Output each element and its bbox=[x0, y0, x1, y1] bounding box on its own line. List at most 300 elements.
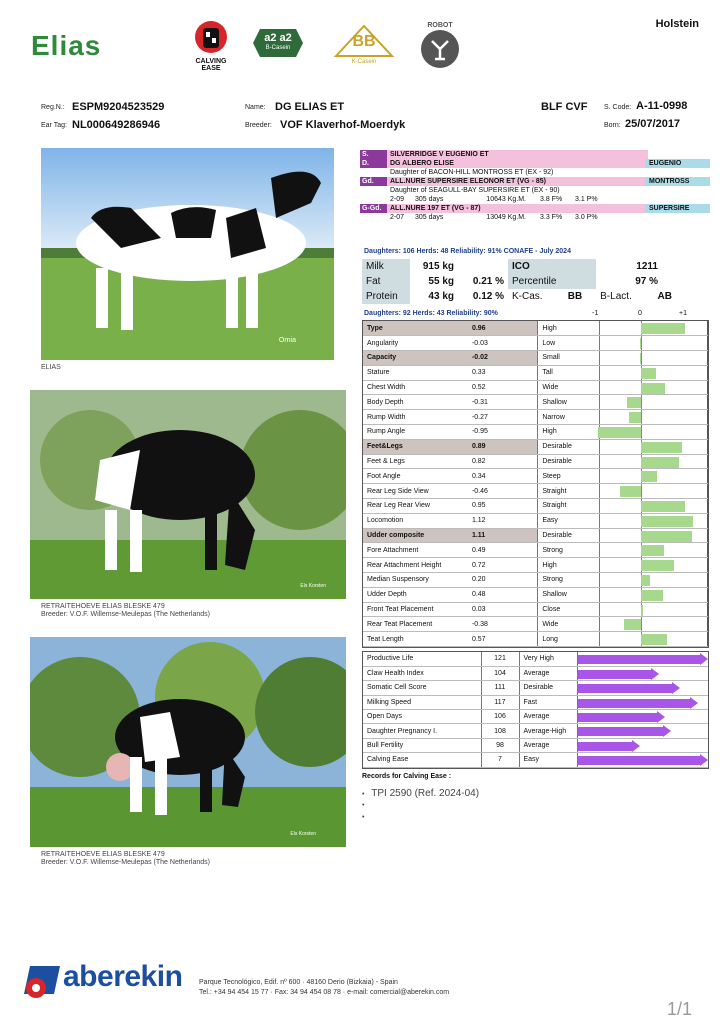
health-trait-row bbox=[363, 753, 708, 767]
trait-name: Rear Leg Side View bbox=[363, 484, 468, 499]
great-granddam-record bbox=[360, 213, 710, 222]
health-trait-row bbox=[363, 710, 708, 724]
percentile-label: Percentile bbox=[508, 274, 596, 289]
bull-name-title: Elias bbox=[31, 30, 102, 61]
trait-bar bbox=[641, 442, 682, 453]
fat-row bbox=[362, 274, 686, 289]
trait-desc: High bbox=[538, 321, 600, 336]
name-label: Name: bbox=[245, 104, 266, 111]
health-bar bbox=[578, 742, 633, 751]
trait-name: Fore Attachment bbox=[363, 543, 468, 558]
daughter-photo-1 bbox=[30, 390, 346, 599]
trait-desc: Desirable bbox=[538, 528, 600, 543]
trait-value: 1.12 bbox=[468, 513, 538, 528]
type-header: Daughters: 92 Herds: 43 Reliability: 90% bbox=[364, 310, 498, 317]
health-bar-cell bbox=[577, 681, 708, 695]
percentile-value: 97 % bbox=[635, 276, 658, 287]
trait-bar-cell bbox=[600, 587, 708, 602]
granddam-sub: Daughter of SEAGULL-BAY SUPERSIRE ET (EX - 90) bbox=[390, 187, 560, 194]
type-trait-row bbox=[363, 543, 708, 558]
trait-desc: Desirable bbox=[538, 454, 600, 469]
breeder-label: Breeder: bbox=[245, 122, 272, 129]
trait-bar-cell bbox=[600, 528, 708, 543]
records-item bbox=[362, 788, 479, 799]
health-value: 121 bbox=[481, 652, 519, 666]
trait-value: -0.95 bbox=[468, 425, 538, 440]
health-bar bbox=[578, 727, 663, 736]
trait-bar-cell bbox=[600, 425, 708, 440]
bb-text: BB bbox=[352, 33, 376, 50]
health-bar bbox=[578, 713, 657, 722]
health-name: Daughter Pregnancy I. bbox=[363, 724, 481, 738]
arrow-right-icon bbox=[651, 668, 659, 680]
type-trait-row bbox=[363, 395, 708, 410]
calving-cow-icon bbox=[194, 20, 228, 56]
calving-ease-text: CALVING EASE bbox=[195, 58, 227, 72]
prod-kg: 55 kg bbox=[428, 276, 454, 287]
type-trait-row bbox=[363, 528, 708, 543]
trait-value: 1.11 bbox=[468, 528, 538, 543]
great-granddam-name: ALL.NURE 197 ET (VG - 87) bbox=[390, 205, 481, 212]
trait-bar bbox=[641, 501, 685, 512]
health-trait-row bbox=[363, 652, 708, 666]
trait-desc: Tall bbox=[538, 365, 600, 380]
record-age: 2-07 bbox=[390, 214, 405, 221]
bb-kcasein-badge bbox=[330, 24, 398, 68]
health-bar-cell bbox=[577, 753, 708, 767]
type-trait-row bbox=[363, 365, 708, 380]
pedigree-granddam bbox=[360, 177, 710, 186]
zero-line bbox=[641, 617, 642, 631]
granddam-name: ALL.NURE SUPERSIRE ELEONOR ET (VG - 85) bbox=[390, 178, 546, 185]
photo-credit: Els Korsten bbox=[300, 583, 326, 589]
trait-name: Rear Teat Placement bbox=[363, 617, 468, 632]
trait-name: Chest Width bbox=[363, 380, 468, 395]
type-trait-row bbox=[363, 632, 708, 647]
trait-bar-cell bbox=[600, 454, 708, 469]
health-bar-cell bbox=[577, 738, 708, 752]
type-trait-row bbox=[363, 425, 708, 440]
trait-name: Body Depth bbox=[363, 395, 468, 410]
type-trait-row bbox=[363, 410, 708, 425]
prod-pct: 0.12 % bbox=[472, 291, 504, 302]
aberekin-brand: aberekin bbox=[63, 960, 183, 993]
arrow-right-icon bbox=[663, 725, 671, 737]
trait-bar-cell bbox=[600, 380, 708, 395]
health-bar-cell bbox=[577, 652, 708, 666]
trait-desc: Close bbox=[538, 602, 600, 617]
trait-desc: High bbox=[538, 425, 600, 440]
trait-bar-cell bbox=[600, 632, 708, 647]
daughter-photo-2 bbox=[30, 637, 346, 847]
production-table bbox=[362, 259, 686, 304]
trait-name: Capacity bbox=[363, 351, 468, 366]
trait-name: Foot Angle bbox=[363, 469, 468, 484]
pedigree-sire bbox=[360, 150, 648, 159]
zero-line bbox=[641, 410, 642, 424]
record-protein: 3.0 P% bbox=[575, 214, 598, 221]
arrow-right-icon bbox=[700, 754, 708, 766]
trait-desc: Low bbox=[538, 336, 600, 351]
bullet-icon: • bbox=[362, 791, 365, 798]
type-trait-row bbox=[363, 499, 708, 514]
trait-bar bbox=[641, 471, 657, 482]
trait-bar bbox=[641, 560, 674, 571]
page-number: 1/1 bbox=[666, 999, 692, 1019]
trait-name: Udder composite bbox=[363, 528, 468, 543]
health-desc: Average bbox=[519, 738, 577, 752]
health-bar bbox=[578, 670, 651, 679]
zero-line bbox=[641, 484, 642, 498]
trait-bar bbox=[629, 412, 641, 423]
trait-bar-cell bbox=[600, 351, 708, 366]
trait-bar bbox=[627, 397, 641, 408]
prod-kg: 915 kg bbox=[422, 261, 454, 272]
trait-value: 0.95 bbox=[468, 499, 538, 514]
sire-name: SILVERRIDGE V EUGENIO ET bbox=[390, 151, 489, 158]
prod-label: Milk bbox=[362, 259, 410, 274]
prod-label: Fat bbox=[362, 274, 410, 289]
trait-name: Rear Leg Rear View bbox=[363, 499, 468, 514]
type-trait-row bbox=[363, 617, 708, 632]
health-bar bbox=[578, 699, 691, 708]
health-name: Bull Fertility bbox=[363, 738, 481, 752]
ear-tag-label: Ear Tag: bbox=[41, 122, 67, 129]
trait-name: Type bbox=[363, 321, 468, 336]
health-trait-row bbox=[363, 666, 708, 680]
type-trait-row bbox=[363, 513, 708, 528]
trait-value: 0.89 bbox=[468, 439, 538, 454]
health-trait-row bbox=[363, 724, 708, 738]
trait-value: 0.57 bbox=[468, 632, 538, 647]
health-bar-cell bbox=[577, 695, 708, 709]
trait-bar bbox=[640, 353, 641, 364]
dam-sire: EUGENIO bbox=[645, 159, 710, 168]
trait-bar-cell bbox=[600, 395, 708, 410]
trait-bar bbox=[598, 427, 642, 438]
type-trait-row bbox=[363, 484, 708, 499]
trait-bar bbox=[641, 368, 656, 379]
trait-desc: Wide bbox=[538, 380, 600, 395]
type-trait-row bbox=[363, 602, 708, 617]
codes: BLF CVF bbox=[541, 101, 588, 113]
type-trait-row bbox=[363, 587, 708, 602]
sire-tag: S. bbox=[360, 150, 387, 159]
trait-bar-cell bbox=[600, 513, 708, 528]
scode: A-11-0998 bbox=[636, 100, 688, 112]
type-traits-panel bbox=[362, 320, 709, 648]
born-label: Born: bbox=[604, 122, 621, 129]
health-desc: Average bbox=[519, 666, 577, 680]
photo-caption: ELIAS bbox=[41, 364, 61, 371]
arrow-right-icon bbox=[672, 682, 680, 694]
dam-sub: Daughter of BACON-HILL MONTROSS ET (EX - 92) bbox=[390, 169, 554, 176]
a2a2-subtext: B-Casein bbox=[265, 45, 291, 51]
kcas-label: K-Cas. bbox=[512, 291, 543, 302]
record-days: 305 days bbox=[415, 196, 444, 203]
type-trait-row bbox=[363, 336, 708, 351]
scale-max: +1 bbox=[679, 310, 687, 317]
health-bar-cell bbox=[577, 710, 708, 724]
health-value: 106 bbox=[481, 710, 519, 724]
trait-name: Feet & Legs bbox=[363, 454, 468, 469]
health-traits-table bbox=[363, 652, 708, 768]
trait-bar-cell bbox=[600, 336, 708, 351]
trait-name: Feet&Legs bbox=[363, 439, 468, 454]
blact-label: B-Lact. bbox=[600, 291, 632, 302]
scode-label: S. Code: bbox=[604, 104, 632, 111]
trait-name: Front Teat Placement bbox=[363, 602, 468, 617]
health-value: 98 bbox=[481, 738, 519, 752]
dam-tag: D. bbox=[360, 159, 387, 168]
type-trait-row bbox=[363, 454, 708, 469]
bullet-icon: • bbox=[362, 802, 365, 809]
animal-name: DG ELIAS ET bbox=[275, 101, 345, 113]
zero-line bbox=[641, 425, 642, 439]
trait-bar bbox=[640, 338, 641, 349]
health-value: 111 bbox=[481, 681, 519, 695]
type-trait-row bbox=[363, 558, 708, 573]
trait-value: 0.48 bbox=[468, 587, 538, 602]
trait-bar-cell bbox=[600, 543, 708, 558]
pedigree-dam bbox=[360, 159, 710, 168]
zero-line bbox=[641, 336, 642, 350]
trait-name: Angularity bbox=[363, 336, 468, 351]
prod-pct bbox=[458, 259, 508, 274]
health-name: Claw Health Index bbox=[363, 666, 481, 680]
trait-name: Udder Depth bbox=[363, 587, 468, 602]
aberekin-logo-icon bbox=[22, 964, 62, 1004]
photo-breeder: Breeder: V.O.F. Willemse-Meulepas (The Netherlands) bbox=[41, 611, 210, 618]
trait-value: -0.31 bbox=[468, 395, 538, 410]
dam-name: DG ALBERO ELISE bbox=[390, 160, 454, 167]
trait-bar-cell bbox=[600, 573, 708, 588]
trait-bar-cell bbox=[600, 439, 708, 454]
type-trait-row bbox=[363, 573, 708, 588]
footer-contact: Tel.: +34 94 454 15 77 · Fax: 34 94 454 08 78 · e-mail: comercial@aberekin.com bbox=[199, 989, 450, 996]
prod-pct: 0.21 % bbox=[472, 276, 504, 287]
health-name: Open Days bbox=[363, 710, 481, 724]
trait-value: 0.72 bbox=[468, 558, 538, 573]
type-trait-row bbox=[363, 321, 708, 336]
calving-ease-badge bbox=[186, 20, 236, 72]
trait-bar bbox=[641, 605, 642, 616]
milk-row bbox=[362, 259, 686, 274]
health-trait-row bbox=[363, 695, 708, 709]
trait-desc: Steep bbox=[538, 469, 600, 484]
trait-bar bbox=[641, 457, 679, 468]
trait-bar-cell bbox=[600, 617, 708, 632]
health-trait-row bbox=[363, 738, 708, 752]
trait-value: 0.52 bbox=[468, 380, 538, 395]
trait-bar bbox=[620, 486, 641, 497]
health-desc: Average-High bbox=[519, 724, 577, 738]
type-traits-table bbox=[363, 321, 708, 647]
photo-caption: RETRAITEHOEVE ELIAS BLESKE 479 bbox=[41, 851, 165, 858]
record-days: 305 days bbox=[415, 214, 444, 221]
trait-desc: High bbox=[538, 558, 600, 573]
trait-bar bbox=[641, 516, 693, 527]
granddam-sire: MONTROSS bbox=[645, 177, 710, 186]
health-traits-panel bbox=[362, 651, 709, 769]
health-desc: Easy bbox=[519, 753, 577, 767]
trait-desc: Shallow bbox=[538, 395, 600, 410]
ico-value: 1211 bbox=[636, 261, 658, 272]
trait-name: Rump Width bbox=[363, 410, 468, 425]
trait-desc: Long bbox=[538, 632, 600, 647]
health-desc: Desirable bbox=[519, 681, 577, 695]
health-value: 117 bbox=[481, 695, 519, 709]
health-trait-row bbox=[363, 681, 708, 695]
health-bar bbox=[578, 756, 700, 765]
trait-name: Stature bbox=[363, 365, 468, 380]
health-value: 108 bbox=[481, 724, 519, 738]
trait-name: Rump Angle bbox=[363, 425, 468, 440]
trait-value: 0.03 bbox=[468, 602, 538, 617]
type-trait-row bbox=[363, 380, 708, 395]
trait-bar bbox=[641, 590, 663, 601]
trait-desc: Straight bbox=[538, 484, 600, 499]
granddam-tag: Gd. bbox=[360, 177, 387, 186]
records-title: Records for Calving Ease : bbox=[362, 773, 452, 780]
born-date: 25/07/2017 bbox=[625, 118, 681, 130]
great-granddam-sire: SUPERSIRE bbox=[645, 204, 710, 213]
records-item-text: TPI 2590 (Ref. 2024-04) bbox=[371, 788, 480, 799]
trait-bar-cell bbox=[600, 602, 708, 617]
trait-value: 0.34 bbox=[468, 469, 538, 484]
trait-bar-cell bbox=[600, 365, 708, 380]
a2a2-badge bbox=[252, 28, 304, 58]
trait-bar bbox=[641, 323, 685, 334]
health-bar bbox=[578, 655, 700, 664]
trait-bar-cell bbox=[600, 499, 708, 514]
trait-bar bbox=[641, 545, 664, 556]
trait-desc: Strong bbox=[538, 573, 600, 588]
trait-desc: Easy bbox=[538, 513, 600, 528]
arrow-right-icon bbox=[700, 653, 708, 665]
trait-desc: Straight bbox=[538, 499, 600, 514]
record-milk: 10643 Kg.M. bbox=[486, 196, 526, 203]
trait-bar-cell bbox=[600, 410, 708, 425]
robot-badge bbox=[418, 22, 462, 72]
robot-text: ROBOT bbox=[427, 22, 453, 29]
trait-bar bbox=[641, 634, 667, 645]
trait-bar-cell bbox=[600, 321, 708, 336]
trait-bar bbox=[641, 383, 665, 394]
daughter-photo-2-image bbox=[30, 637, 346, 847]
arrow-right-icon bbox=[632, 740, 640, 752]
trait-desc: Wide bbox=[538, 617, 600, 632]
type-trait-row bbox=[363, 469, 708, 484]
trait-value: -0.46 bbox=[468, 484, 538, 499]
daughter-photo-1-image bbox=[30, 390, 346, 599]
photo-caption: RETRAITEHOEVE ELIAS BLESKE 479 bbox=[41, 603, 165, 610]
kcasein-text: K-Casein bbox=[351, 59, 377, 65]
bullet-icon: • bbox=[362, 814, 365, 821]
record-age: 2-09 bbox=[390, 196, 405, 203]
trait-bar-cell bbox=[600, 558, 708, 573]
trait-value: -0.03 bbox=[468, 336, 538, 351]
arrow-right-icon bbox=[690, 697, 698, 709]
record-milk: 13049 Kg.M. bbox=[486, 214, 526, 221]
record-fat: 3.3 F% bbox=[540, 214, 563, 221]
zero-line bbox=[641, 351, 642, 365]
trait-desc: Shallow bbox=[538, 587, 600, 602]
aberekin-logo-mark bbox=[22, 964, 62, 1004]
photo-breeder: Breeder: V.O.F. Willemse-Meulepas (The Netherlands) bbox=[41, 859, 210, 866]
trait-value: 0.96 bbox=[468, 321, 538, 336]
reg-number: ESPM9204523529 bbox=[72, 101, 165, 113]
prod-kg: 43 kg bbox=[428, 291, 454, 302]
production-header: Daughters: 106 Herds: 48 Reliability: 91% CONAFE - July 2024 bbox=[364, 248, 571, 255]
health-name: Productive Life bbox=[363, 652, 481, 666]
zero-line bbox=[641, 395, 642, 409]
health-bar bbox=[578, 684, 673, 693]
bull-photo-image bbox=[41, 148, 334, 360]
trait-bar bbox=[624, 619, 641, 630]
arrow-right-icon bbox=[657, 711, 665, 723]
trait-bar-cell bbox=[600, 484, 708, 499]
trait-bar bbox=[641, 531, 692, 542]
ico-label: ICO bbox=[508, 259, 596, 274]
trait-value: 0.33 bbox=[468, 365, 538, 380]
granddam-record bbox=[360, 195, 710, 204]
scale-min: -1 bbox=[592, 310, 599, 317]
blact-value: AB bbox=[657, 291, 672, 302]
trait-desc: Small bbox=[538, 351, 600, 366]
trait-value: 0.20 bbox=[468, 573, 538, 588]
pedigree-block bbox=[360, 150, 710, 222]
trait-bar bbox=[641, 575, 650, 586]
health-bar-cell bbox=[577, 666, 708, 680]
health-bar-cell bbox=[577, 724, 708, 738]
ear-tag: NL000649286946 bbox=[72, 119, 161, 131]
trait-name: Teat Length bbox=[363, 632, 468, 647]
health-name: Milking Speed bbox=[363, 695, 481, 709]
trait-value: 0.49 bbox=[468, 543, 538, 558]
health-desc: Very High bbox=[519, 652, 577, 666]
bull-photo bbox=[41, 148, 334, 360]
photo-credit: Ornia bbox=[278, 337, 296, 344]
robot-milking-icon bbox=[418, 29, 462, 69]
protein-row bbox=[362, 289, 686, 304]
trait-value: -0.02 bbox=[468, 351, 538, 366]
trait-name: Median Suspensory bbox=[363, 573, 468, 588]
health-desc: Fast bbox=[519, 695, 577, 709]
trait-value: -0.38 bbox=[468, 617, 538, 632]
trait-desc: Desirable bbox=[538, 439, 600, 454]
a2a2-text: a2 a2 bbox=[264, 32, 292, 44]
type-trait-row bbox=[363, 439, 708, 454]
trait-name: Rear Attachment Height bbox=[363, 558, 468, 573]
trait-desc: Narrow bbox=[538, 410, 600, 425]
record-fat: 3.8 F% bbox=[540, 196, 563, 203]
trait-desc: Strong bbox=[538, 543, 600, 558]
kcas-value: BB bbox=[567, 291, 583, 302]
great-granddam-tag: G-Gd. bbox=[360, 204, 387, 213]
prod-label: Protein bbox=[362, 289, 410, 304]
health-value: 104 bbox=[481, 666, 519, 680]
photo-credit: Els Korsten bbox=[290, 831, 316, 837]
trait-name: Locomotion bbox=[363, 513, 468, 528]
health-value: 7 bbox=[481, 753, 519, 767]
reg-label: Reg.N.: bbox=[41, 104, 65, 111]
health-desc: Average bbox=[519, 710, 577, 724]
health-name: Calving Ease bbox=[363, 753, 481, 767]
scale-zero: 0 bbox=[638, 310, 642, 317]
trait-value: 0.82 bbox=[468, 454, 538, 469]
breeder: VOF Klaverhof-Moerdyk bbox=[280, 119, 406, 131]
